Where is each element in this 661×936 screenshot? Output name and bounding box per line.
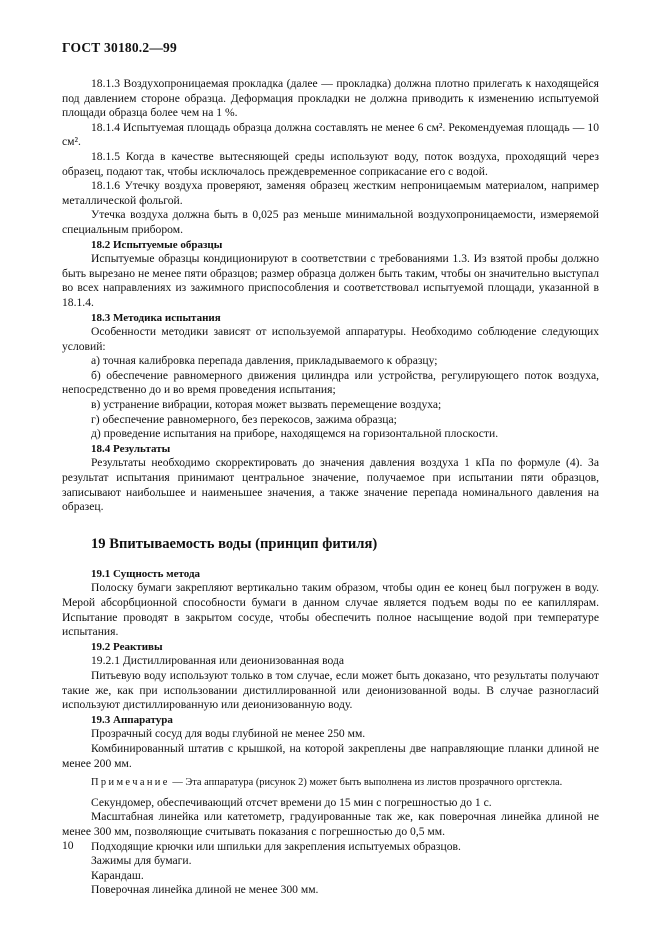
note-label: Примечание [91,777,170,789]
condition-d: д) проведение испытания на приборе, находящемся на горизонтальной плоскости. [91,427,499,441]
note-text: — Эта аппаратура (рисунок 2) может быть выполнена из листов прозрачного оргстекла. [169,777,563,789]
essence-text: Полоску бумаги закрепляют вертикально таким образом, чтобы один ее конец был погружен в воду. Мерой абсорбционной способности бумаги в данном случае является подъем воды по ее капиллярам. Испытание проводят в закрытом сосуде, чтобы обеспечить полное насыщение водой при температуре испытания. [62,581,599,639]
apparatus-stopwatch: Секундомер, обеспечивающий отсчет времени до 15 мин с погрешностью до 1 с. [91,795,492,809]
apparatus-hooks: Подходящие крючки или шпильки для закрепления испытуемых образцов. [91,839,461,853]
apparatus-ruler: Масштабная линейка или катетометр, градуированные так же, как поверочная линейка длиной не менее 300 мм, позволяющие считывать показания с погрешностью до 0,5 мм. [62,810,599,838]
apparatus-check-ruler: Поверочная линейка длиной не менее 300 мм. [91,883,319,897]
condition-a: а) точная калибровка перепада давления, прикладываемого к образцу; [91,354,438,368]
note [62,776,599,791]
clause-18-1-6: 18.1.6 Утечку воздуха проверяют, заменяя образец жестким непроницаемым материалом, например металлической фольгой. [62,179,599,207]
condition-b: б) обеспечение равномерного движения цилиндра или устройства, регулирующего поток воздуха, непосредственно до и во время проведения испытания; [62,368,599,397]
samples-text: Испытуемые образцы кондиционируют в соответствии с требованиями 1.3. Из взятой пробы должно быть вырезано не менее пяти образцов; размер образца должен быть таким, чтобы он значительно выступал во всех направлениях из зажимного приспособления и соответствовал испытуемой площади, указанной в 18.1.4. [62,252,599,309]
apparatus-stand: Комбинированный штатив с крышкой, на которой закреплены две направляющие планки длиной не менее 200 мм. [62,741,599,770]
section-heading-19-1: 19.1 Сущность метода [91,567,201,580]
results-text: Результаты необходимо скорректировать до значения давления воздуха 1 кПа по формуле (4). За результат испытания принимают центральное значение, получаемое при испытании пяти образцов, записывают наибольшее и наименьшее значения, а также значение перепада номинального давления на образец. [62,456,599,514]
section-title-19: 19 Впитываемость воды (принцип фитиля) [91,535,378,552]
section-heading-18-2: 18.2 Испытуемые образцы [91,238,223,251]
apparatus-clips: Зажимы для бумаги. [91,854,192,868]
leak-requirement: Утечка воздуха должна быть в 0,025 раз меньше минимальной воздухопроницаемости, измеряемой специальным прибором. [62,208,599,236]
clause-19-2-1: 19.2.1 Дистиллированная или деионизованная вода [91,654,345,668]
page-number: 10 [62,839,74,852]
apparatus-vessel: Прозрачный сосуд для воды глубиной не менее 250 мм. [91,727,366,741]
section-heading-18-4: 18.4 Результаты [91,442,171,455]
clause-18-1-5: 18.1.5 Когда в качестве вытесняющей среды используют воду, поток воздуха, проходящий через образец, подают так, чтобы исключалось преждевременное соприкасание его с водой. [62,149,599,178]
section-heading-19-3: 19.3 Аппаратура [91,713,173,726]
section-heading-19-2: 19.2 Реактивы [91,640,163,653]
document-page [62,40,599,898]
document-header: ГОСТ 30180.2—99 [62,40,177,55]
method-intro: Особенности методики зависят от используемой аппаратуры. Необходимо соблюдение следующих условий: [62,325,599,353]
condition-g: г) обеспечение равномерного, без перекосов, зажима образца; [91,412,397,426]
water-text: Питьевую воду используют только в том случае, если может быть доказано, что результаты получают такие же, как при использовании дистиллированной или деионизованной воды. В случае разногласий используют дистиллированную или деионизованную воду. [62,668,599,712]
apparatus-pencil: Карандаш. [91,868,144,882]
clause-18-1-3: 18.1.3 Воздухопроницаемая прокладка (далее — прокладка) должна плотно прилегать к находящейся под давлением стороне образца. Деформация прокладки не должна приводить к изменению испытуемой площади образца более чем на 1 %. [62,77,599,120]
clause-18-1-4: 18.1.4 Испытуемая площадь образца должна составлять не менее 6 см². Рекомендуемая площадь — 10 см². [62,120,599,149]
condition-v: в) устранение вибрации, которая может вызвать перемещение воздуха; [91,398,442,412]
section-heading-18-3: 18.3 Методика испытания [91,311,221,324]
